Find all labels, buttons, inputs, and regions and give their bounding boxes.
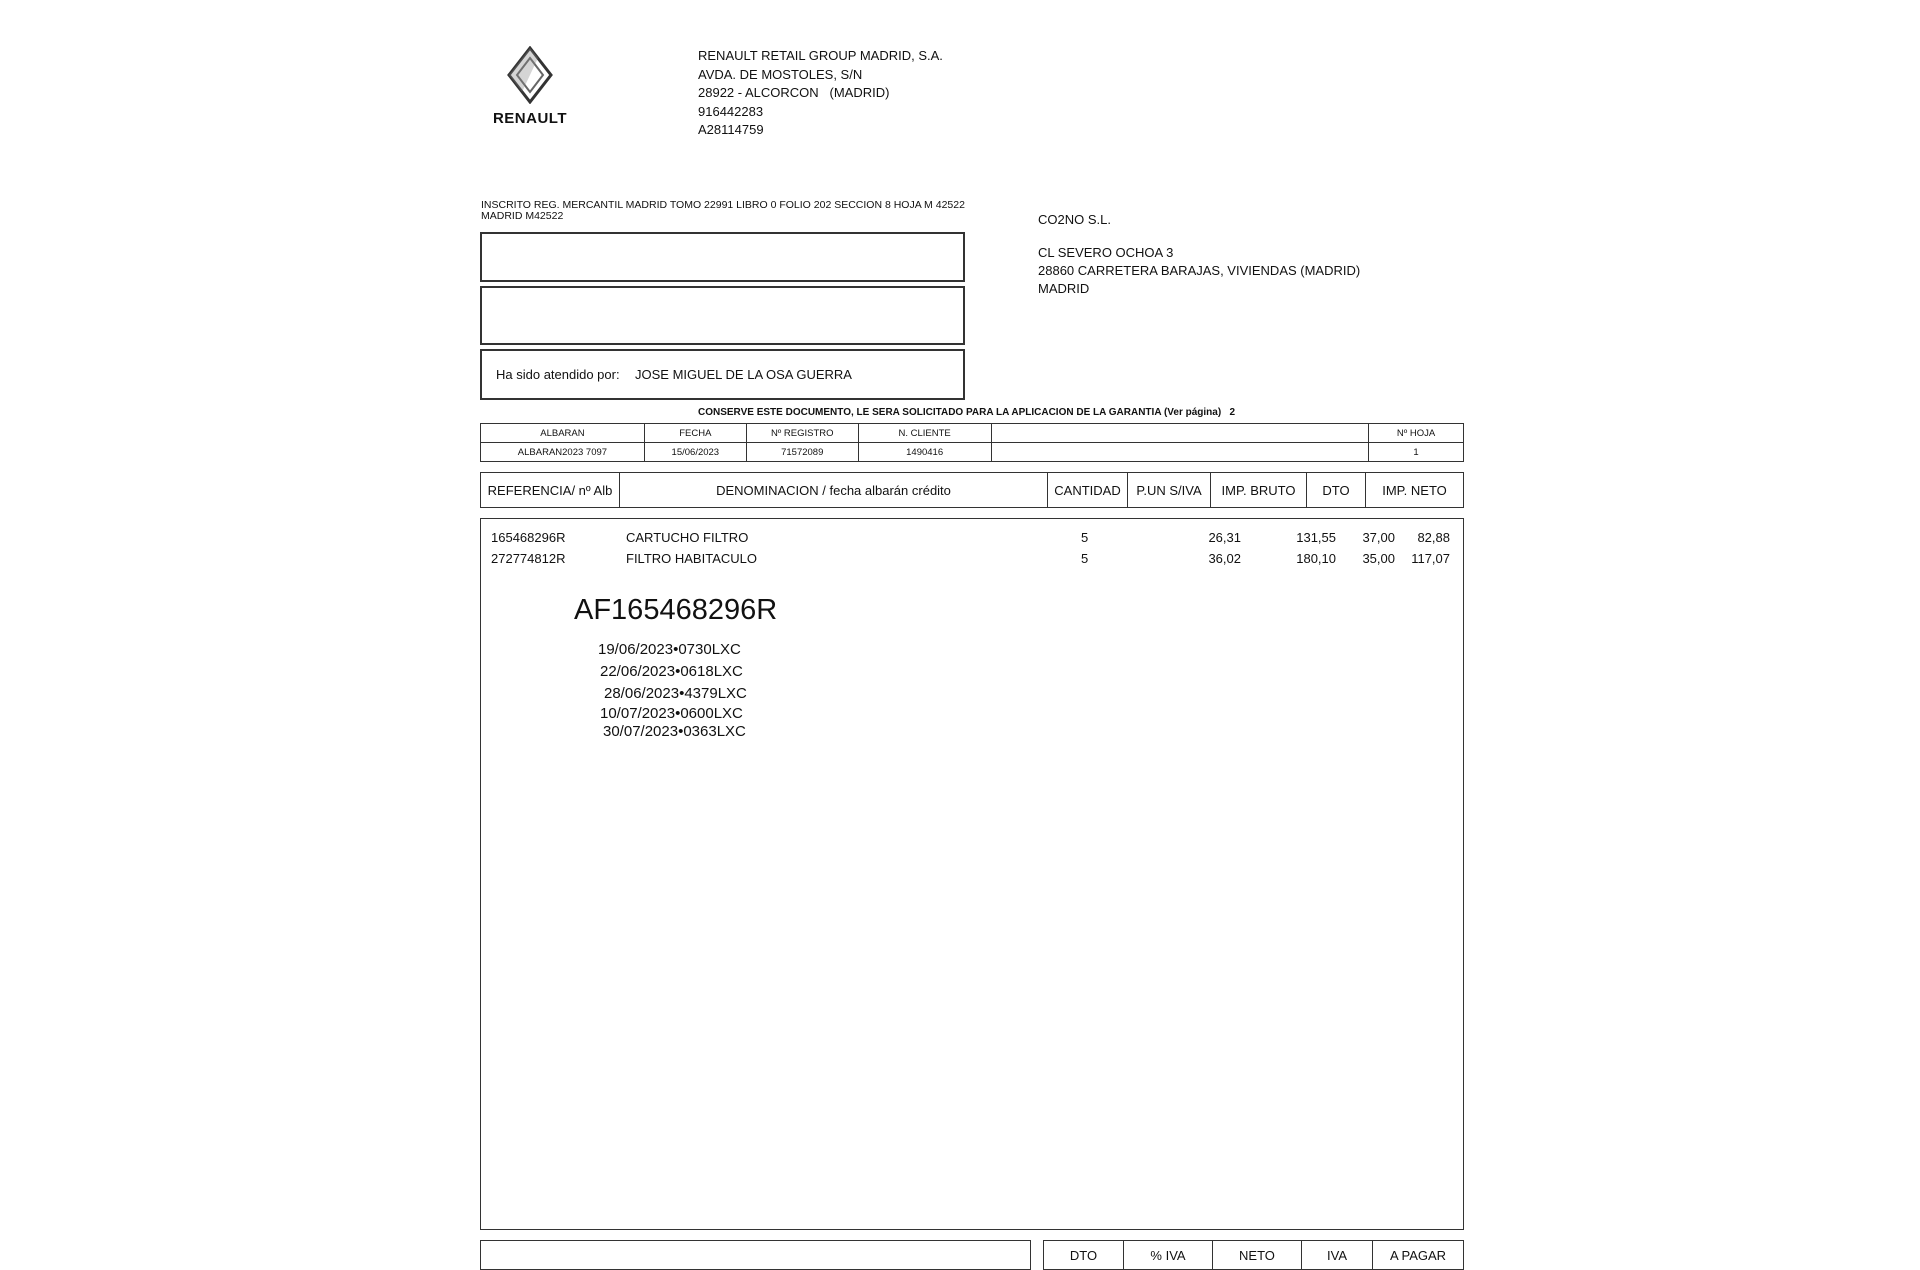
item-discount: 37,00 — [1362, 530, 1395, 545]
meta-hoja: 1 — [1369, 443, 1464, 462]
item-desc: CARTUCHO FILTRO — [626, 530, 749, 545]
company-info — [698, 47, 943, 140]
blank-box-1 — [480, 232, 965, 282]
meta-header-fecha: FECHA — [644, 424, 746, 443]
col-precio-unitario: P.UN S/IVA — [1127, 473, 1210, 507]
meta-empty — [991, 443, 1368, 462]
col-descuento: DTO — [1306, 473, 1365, 507]
meta-albaran: ALBARAN2023 7097 — [481, 443, 645, 462]
item-row — [481, 528, 1457, 548]
item-gross: 180,10 — [1296, 551, 1336, 566]
meta-header-cliente: N. CLIENTE — [858, 424, 991, 443]
item-qty: 5 — [1081, 551, 1089, 566]
handwritten-line: 19/06/2023•0730LXC — [598, 641, 741, 658]
item-unit-price: 36,02 — [1208, 551, 1241, 566]
handwritten-line: 28/06/2023•4379LXC — [604, 685, 747, 702]
meta-header-row — [481, 424, 1464, 443]
company-tax-id: A28114759 — [698, 122, 764, 137]
item-row — [481, 549, 1457, 569]
meta-header-albaran: ALBARAN — [481, 424, 645, 443]
items-header — [480, 472, 1464, 508]
client-name: CO2NO S.L. — [1038, 212, 1111, 227]
meta-fecha: 15/06/2023 — [644, 443, 746, 462]
col-cantidad: CANTIDAD — [1047, 473, 1127, 507]
items-body — [480, 518, 1464, 1230]
client-province: MADRID — [1038, 281, 1090, 296]
attended-box — [480, 349, 965, 400]
company-phone: 916442283 — [698, 103, 764, 119]
company-name: RENAULT RETAIL GROUP MADRID, S.A. — [698, 48, 943, 63]
col-referencia: REFERENCIA/ nº Alb — [487, 482, 613, 498]
renault-logo — [478, 46, 582, 132]
item-qty: 5 — [1081, 530, 1089, 545]
handwritten-line: 10/07/2023•0600LXC — [600, 705, 743, 722]
item-ref: 272774812R — [491, 551, 566, 566]
meta-header-registro: Nº REGISTRO — [746, 424, 858, 443]
handwritten-dates — [598, 639, 747, 741]
renault-diamond-icon — [505, 46, 555, 104]
item-net: 82,88 — [1417, 530, 1450, 545]
document-meta-table — [480, 423, 1464, 462]
item-discount: 35,00 — [1362, 551, 1395, 566]
handwritten-line: 30/07/2023•0363LXC — [603, 723, 746, 740]
client-city: 28860 CARRETERA BARAJAS, VIVIENDAS (MADRID) — [1038, 263, 1361, 278]
attended-name: JOSE MIGUEL DE LA OSA GUERRA — [635, 367, 852, 382]
meta-value-row — [481, 443, 1464, 462]
footer-left-box — [480, 1240, 1031, 1270]
handwritten-code: AF165468296R — [574, 594, 778, 626]
meta-header-empty — [991, 424, 1368, 443]
item-ref: 165468296R — [491, 530, 566, 545]
client-address — [1038, 211, 1360, 298]
item-gross: 131,55 — [1296, 530, 1336, 545]
client-street: CL SEVERO OCHOA 3 — [1038, 245, 1174, 260]
blank-box-2 — [480, 286, 965, 345]
company-city: 28922 - ALCORCON (MADRID) — [698, 85, 890, 100]
item-net: 117,07 — [1411, 551, 1450, 566]
col-denominacion: DENOMINACION / fecha albarán crédito — [619, 473, 1047, 507]
meta-cliente: 1490416 — [858, 443, 991, 462]
logo-text: RENAULT — [492, 110, 568, 127]
item-unit-price: 26,31 — [1208, 530, 1241, 545]
item-desc: FILTRO HABITACULO — [626, 551, 757, 566]
registry-note: INSCRITO REG. MERCANTIL MADRID TOMO 22991 LIBRO 0 FOLIO 202 SECCION 8 HOJA M 42522 MADRID M42522 — [481, 199, 974, 222]
totals-iva-percent: % IVA — [1123, 1241, 1212, 1269]
attended-label: Ha sido atendido por: — [496, 367, 620, 382]
conserve-note: CONSERVE ESTE DOCUMENTO, LE SERA SOLICITADO PARA LA APLICACION DE LA GARANTIA (Ver página) 2 — [698, 407, 1236, 418]
totals-iva: IVA — [1301, 1241, 1372, 1269]
handwritten-line: 22/06/2023•0618LXC — [600, 663, 743, 680]
company-street: AVDA. DE MOSTOLES, S/N — [698, 66, 863, 82]
meta-registro: 71572089 — [746, 443, 858, 462]
col-importe-neto: IMP. NETO — [1365, 473, 1463, 507]
col-importe-bruto: IMP. BRUTO — [1210, 473, 1306, 507]
totals-header — [1043, 1240, 1464, 1270]
totals-a-pagar: A PAGAR — [1372, 1241, 1463, 1269]
totals-neto: NETO — [1212, 1241, 1301, 1269]
meta-header-hoja: Nº HOJA — [1369, 424, 1464, 443]
totals-dto: DTO — [1069, 1247, 1098, 1263]
